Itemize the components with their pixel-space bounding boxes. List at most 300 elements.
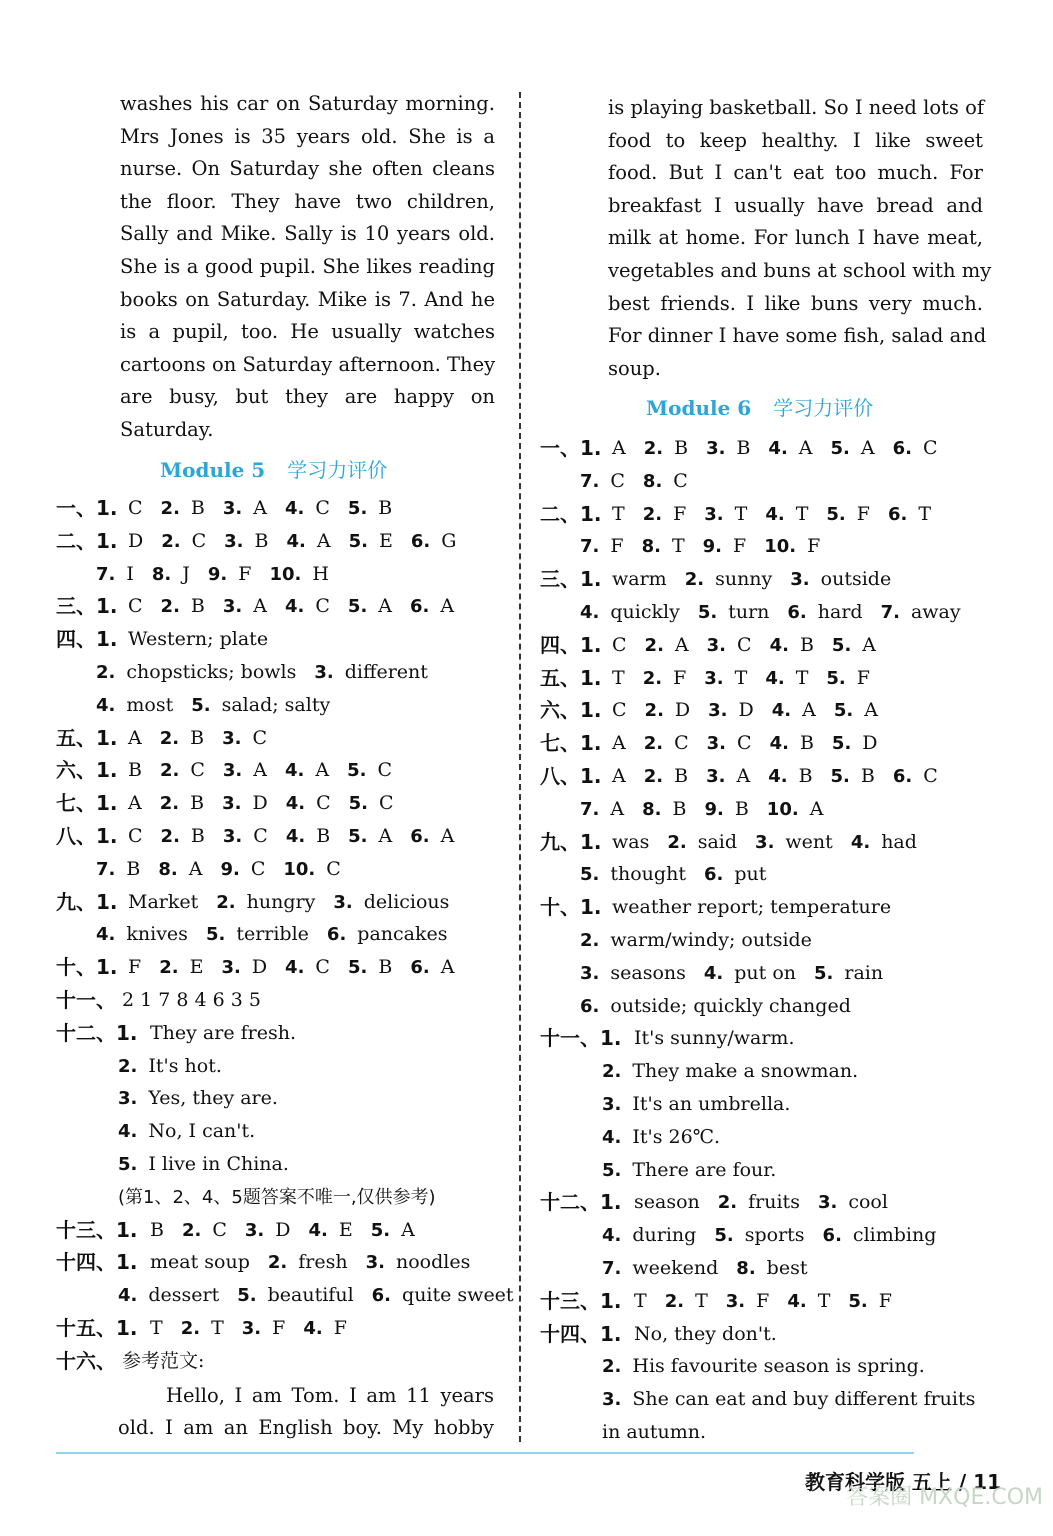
question-number: 2. [580, 930, 600, 951]
answer-item [634, 1186, 700, 1218]
answer-value: Market [128, 890, 199, 913]
answer-item [665, 1285, 708, 1318]
answer-item [612, 727, 626, 759]
question-number: 3. [706, 634, 727, 656]
question-number: 9. [207, 563, 228, 585]
question-number: 3. [222, 760, 243, 782]
section-label: 十六、 [56, 1348, 116, 1373]
answer-row [540, 563, 1040, 595]
question-number: 6. [887, 503, 908, 525]
question-number: 3. [222, 826, 243, 847]
question-number: 6. [892, 438, 913, 459]
answer-value: F [673, 502, 687, 525]
answer-item [768, 432, 812, 465]
answer-row [540, 990, 1040, 1022]
passage-line: She is a good pupil. She likes reading [120, 254, 495, 278]
question-number: 2. [642, 667, 663, 689]
answer-item [287, 525, 331, 558]
answer-row [540, 1055, 1040, 1087]
answer-row [56, 918, 506, 950]
answer-value: said [697, 830, 738, 853]
answer-item [832, 629, 876, 662]
question-number: 3. [222, 498, 243, 519]
answer-items [128, 492, 410, 525]
answer-value: went [785, 830, 833, 853]
question-number: 4. [285, 498, 305, 519]
passage-line: food. But I can't eat too much. For [608, 161, 983, 185]
section-label: 二、1. [56, 528, 118, 553]
answer-value: T [918, 502, 931, 525]
answer-value: C [128, 595, 143, 618]
question-number: 3. [333, 891, 353, 913]
answer-value: There are four. [632, 1158, 777, 1181]
answer-row [540, 498, 1040, 530]
answer-row [540, 826, 1040, 858]
answer-value: F [673, 666, 687, 689]
answer-items [96, 853, 359, 886]
answer-item [118, 1148, 289, 1181]
answer-value: A [316, 529, 331, 552]
question-number: 7. [580, 536, 600, 558]
answer-value: T [612, 666, 625, 689]
answer-item [612, 432, 626, 464]
answer-item [726, 1285, 770, 1318]
answer-item [128, 787, 142, 819]
answer-value: H [312, 562, 329, 585]
question-number: 2. [717, 1192, 738, 1214]
answer-row [540, 891, 1040, 923]
answer-item [245, 1214, 291, 1247]
answer-row [540, 1121, 1040, 1153]
question-number: 5. [830, 766, 850, 787]
question-number: 6. [580, 995, 600, 1017]
answer-item [128, 886, 198, 918]
answer-item [152, 558, 190, 591]
answer-value: terrible [236, 923, 309, 946]
answer-item [893, 432, 938, 465]
answer-item [283, 853, 340, 886]
answer-item [222, 787, 268, 820]
question-number: 5. [830, 438, 850, 459]
answer-item [220, 853, 265, 886]
answer-row [540, 694, 1040, 726]
answer-item [667, 826, 737, 859]
answer-item [770, 727, 814, 760]
answer-item [685, 563, 773, 596]
answer-item [348, 951, 392, 984]
question-number: 4. [769, 634, 789, 656]
answer-items [602, 1088, 808, 1121]
answer-item [128, 722, 142, 754]
answer-value: B [378, 497, 393, 519]
answer-item [348, 820, 392, 853]
answer-item [160, 787, 204, 820]
question-number: 5. [602, 1159, 622, 1181]
question-number: 7. [580, 470, 600, 492]
question-number: 4. [303, 1318, 323, 1339]
answer-value: C [253, 825, 268, 847]
answer-value: B [674, 437, 689, 459]
answer-value: B [674, 765, 689, 787]
answer-item [181, 1312, 224, 1345]
answer-item [580, 530, 624, 563]
question-number: 3. [706, 766, 726, 787]
answer-value: B [190, 497, 205, 519]
question-number: 4. [787, 1290, 807, 1312]
answer-value: A [440, 825, 455, 847]
question-number: 3. [580, 962, 600, 984]
answer-row [540, 1318, 1040, 1350]
answer-items [122, 1345, 222, 1377]
answer-items [96, 918, 466, 951]
section-label: 十四、1. [56, 1250, 138, 1275]
answer-item [707, 629, 752, 662]
answer-items [128, 590, 472, 623]
answer-value: Western; plate [128, 628, 269, 651]
passage-line: milk at home. For lunch I have meat, [608, 226, 983, 250]
answer-value: F [756, 1289, 770, 1312]
answer-row [540, 858, 1040, 890]
answer-row [56, 1214, 506, 1246]
answer-row [540, 1022, 1040, 1054]
answer-row [540, 727, 1040, 759]
answer-item [410, 820, 454, 853]
question-number: 8. [151, 563, 172, 585]
passage-line: is playing basketball. So I need lots of [608, 96, 985, 119]
answer-item [242, 1312, 286, 1345]
question-number: 2. [159, 760, 180, 782]
answer-items [128, 623, 286, 655]
answer-item [602, 1055, 858, 1088]
answer-value: I [126, 562, 134, 585]
answer-item [160, 754, 205, 787]
answer-item [893, 760, 938, 793]
answer-items [118, 1050, 240, 1083]
question-number: 4. [285, 826, 306, 847]
answer-item [122, 984, 261, 1016]
answer-item [772, 694, 816, 727]
answer-value: A [612, 765, 626, 787]
answer-item [602, 1383, 975, 1416]
answer-row [56, 1345, 506, 1377]
question-number: 3. [755, 831, 775, 853]
answer-item [708, 694, 754, 727]
answer-value: T [612, 502, 625, 525]
answer-value: fruits [748, 1191, 800, 1214]
answer-value: T [671, 535, 685, 558]
answer-item [128, 754, 142, 786]
answer-value: C [737, 732, 752, 755]
sample-essay [118, 1380, 494, 1445]
question-number: 2. [160, 826, 180, 847]
question-number: 5. [831, 634, 852, 656]
answer-value: B [736, 437, 751, 459]
answer-value: A [612, 437, 626, 459]
answer-value: quickly [610, 601, 680, 623]
answer-row [56, 1279, 514, 1311]
answer-item [580, 990, 851, 1023]
answer-item [303, 1312, 347, 1345]
answer-items [580, 793, 841, 826]
answer-value: B [734, 797, 749, 820]
question-number: 5. [848, 1290, 868, 1312]
answer-value: A [864, 699, 878, 722]
answer-item [286, 787, 331, 820]
answer-item [612, 826, 649, 858]
question-number: 2. [159, 793, 180, 815]
answer-value: delicious [363, 890, 450, 913]
question-number: 3. [244, 1219, 265, 1241]
answer-value: B [128, 759, 142, 782]
answer-value: most [126, 693, 174, 716]
answer-value: was [612, 830, 650, 853]
answer-value: noodles [395, 1251, 471, 1274]
answer-items [612, 432, 956, 465]
answer-item [159, 951, 203, 984]
answer-row [540, 1416, 1040, 1448]
answer-items [602, 1154, 794, 1187]
section-label: 四、1. [56, 627, 118, 652]
answer-value: different [344, 661, 428, 683]
question-number: 5. [826, 503, 846, 525]
answer-item [765, 662, 808, 695]
answer-item [96, 918, 188, 951]
answer-value: B [799, 633, 814, 656]
answer-value: E [378, 529, 393, 552]
answer-item [644, 760, 688, 793]
question-number: 4. [286, 530, 306, 552]
answer-item [158, 853, 202, 886]
watermark-logo: 答案圈 MXQE.COM [846, 1485, 1043, 1510]
question-number: 5. [370, 1219, 391, 1241]
answer-value: sports [744, 1224, 805, 1247]
answer-item [348, 492, 392, 525]
answer-items [150, 1312, 365, 1345]
answer-item [122, 1345, 204, 1377]
passage-line: Mrs Jones is 35 years old. She is a [120, 124, 495, 148]
answer-item [823, 1219, 937, 1252]
question-number: 5. [237, 1285, 257, 1307]
answer-item [767, 793, 824, 826]
question-number: 6. [892, 766, 913, 787]
answer-row [540, 1154, 1040, 1186]
answer-value: fresh [298, 1251, 348, 1274]
answer-items [602, 1219, 954, 1252]
answer-item [831, 760, 875, 793]
question-number: 3. [222, 596, 243, 618]
answer-value: They are fresh. [150, 1021, 297, 1044]
answer-item [182, 1214, 227, 1247]
answer-items [612, 760, 956, 793]
answer-value: B [126, 857, 141, 880]
answer-items [612, 694, 896, 727]
answer-row [56, 754, 506, 786]
answer-row [56, 492, 506, 524]
question-number: 5. [205, 924, 226, 946]
answer-item [237, 1279, 353, 1312]
question-number: 2. [602, 1061, 622, 1083]
answer-item [580, 793, 624, 826]
question-number: 2. [664, 1290, 685, 1312]
question-number: 6. [410, 826, 430, 847]
answer-value: 2 1 7 8 4 6 3 5 [122, 989, 261, 1011]
answer-value: D [862, 732, 878, 755]
answer-item [851, 826, 917, 859]
answer-items [634, 1022, 812, 1054]
answer-item [96, 656, 296, 689]
question-number: 5. [347, 498, 368, 519]
answer-item [118, 1050, 222, 1083]
answer-value: T [211, 1317, 224, 1339]
answer-value: C [190, 759, 205, 782]
answer-row [540, 465, 1040, 497]
answer-value: D [128, 529, 144, 552]
answer-value: F [878, 1289, 892, 1312]
answer-items [128, 722, 285, 755]
question-number: 3. [704, 667, 724, 689]
answer-value: A [188, 857, 203, 880]
question-number: 4. [769, 733, 789, 755]
answer-item [410, 951, 454, 984]
section-label: 十四、1. [540, 1321, 622, 1346]
question-number: 5. [348, 793, 368, 815]
answer-value: A [128, 792, 142, 815]
passage-line: nurse. On Saturday she often cleans [120, 157, 495, 181]
answer-value: warm/windy; outside [610, 929, 812, 951]
question-number: 7. [96, 563, 116, 585]
answer-item [285, 590, 330, 623]
answer-value: thought [610, 863, 686, 886]
answer-value: D [674, 699, 691, 722]
module-subtitle: 学习力评价 [773, 396, 874, 420]
answer-value: turn [728, 601, 770, 623]
question-number: 4. [765, 503, 785, 525]
answer-item [718, 1186, 800, 1219]
module-title [646, 392, 873, 421]
answer-value: weather report; temperature [612, 896, 892, 919]
question-number: 3. [602, 1094, 622, 1115]
answer-item [645, 629, 689, 662]
answer-item [704, 858, 766, 891]
question-number: 2. [643, 733, 664, 755]
answer-item [411, 525, 457, 558]
answer-item [612, 760, 626, 792]
answer-items [634, 1186, 906, 1219]
answer-item [602, 1088, 790, 1121]
answer-value: It's sunny/warm. [634, 1027, 795, 1050]
passage-line: the floor. They have two children, [120, 189, 495, 213]
answer-value: A [253, 595, 267, 618]
answer-row [540, 629, 1040, 661]
question-number: 5. [826, 667, 846, 689]
question-number: 2. [159, 957, 179, 979]
answer-row [56, 590, 506, 622]
answer-value: E [189, 956, 204, 979]
answer-value: His favourite season is spring. [632, 1355, 925, 1378]
question-number: 5. [348, 530, 368, 552]
question-number: 2. [644, 700, 664, 722]
section-label: 十二、1. [540, 1190, 622, 1215]
answer-value: F [333, 1317, 347, 1339]
answer-item [96, 853, 140, 886]
question-number: 5. [118, 1154, 138, 1175]
answer-value: hungry [246, 890, 316, 913]
page-footer: 教育科学版 五上 / 11 [804, 1470, 1001, 1494]
answer-item [612, 498, 625, 530]
answer-item [818, 1186, 888, 1219]
question-number: 2. [602, 1356, 622, 1378]
question-number: 6. [371, 1285, 392, 1307]
answer-item [96, 689, 173, 722]
answer-item [580, 858, 686, 891]
question-number: 2. [216, 891, 236, 913]
answer-items [128, 787, 412, 820]
answer-value: C [128, 497, 143, 519]
answer-item [643, 498, 687, 531]
answer-item [160, 722, 204, 755]
answer-row [540, 1186, 1040, 1218]
answer-item [161, 820, 205, 853]
question-number: 2. [180, 1318, 201, 1339]
passage-line: washes his car on Saturday morning. [120, 92, 495, 115]
answer-value: seasons [610, 961, 686, 984]
question-number: 2. [160, 596, 180, 618]
question-number: 7. [602, 1258, 622, 1279]
answer-items [118, 1279, 532, 1312]
answer-item [223, 492, 267, 525]
answer-item [826, 662, 870, 695]
answer-items [612, 826, 935, 859]
question-number: 9. [704, 798, 724, 820]
question-number: 2. [643, 438, 664, 459]
answer-value: B [672, 797, 687, 820]
section-label: 二、1. [540, 501, 602, 526]
answer-item [612, 694, 627, 726]
answer-value: No, I can't. [148, 1120, 256, 1143]
question-number: 6. [410, 957, 430, 979]
answer-items [118, 1115, 273, 1148]
answer-items [96, 558, 347, 591]
question-number: 2. [161, 530, 181, 552]
answer-item [634, 1285, 647, 1317]
question-number: 5. [347, 760, 367, 782]
answer-row [56, 853, 506, 885]
section-label: 五、1. [540, 665, 602, 690]
question-number: 5. [833, 700, 854, 722]
question-number: 4. [118, 1121, 138, 1143]
answer-value: She can eat and buy different fruits [632, 1388, 976, 1411]
answer-value: A [401, 1218, 415, 1241]
answer-value: A [253, 497, 267, 519]
section-label: 七、1. [56, 791, 118, 816]
answer-row [540, 924, 1040, 956]
answer-value: A [253, 759, 267, 782]
answer-value: weekend [632, 1257, 719, 1279]
passage-line: breakfast I usually have bread and [608, 193, 983, 217]
answer-value: pancakes [357, 923, 448, 946]
answer-row [540, 530, 1040, 562]
answer-items [612, 629, 894, 662]
answer-item [790, 563, 891, 596]
answer-items [612, 498, 949, 531]
answer-row [540, 1219, 1040, 1251]
answer-value: J [182, 562, 190, 585]
answer-item [285, 754, 329, 787]
answer-row [56, 558, 506, 590]
section-label: 七、1. [540, 731, 602, 756]
answer-row [56, 1017, 506, 1049]
question-number: 4. [285, 793, 306, 815]
